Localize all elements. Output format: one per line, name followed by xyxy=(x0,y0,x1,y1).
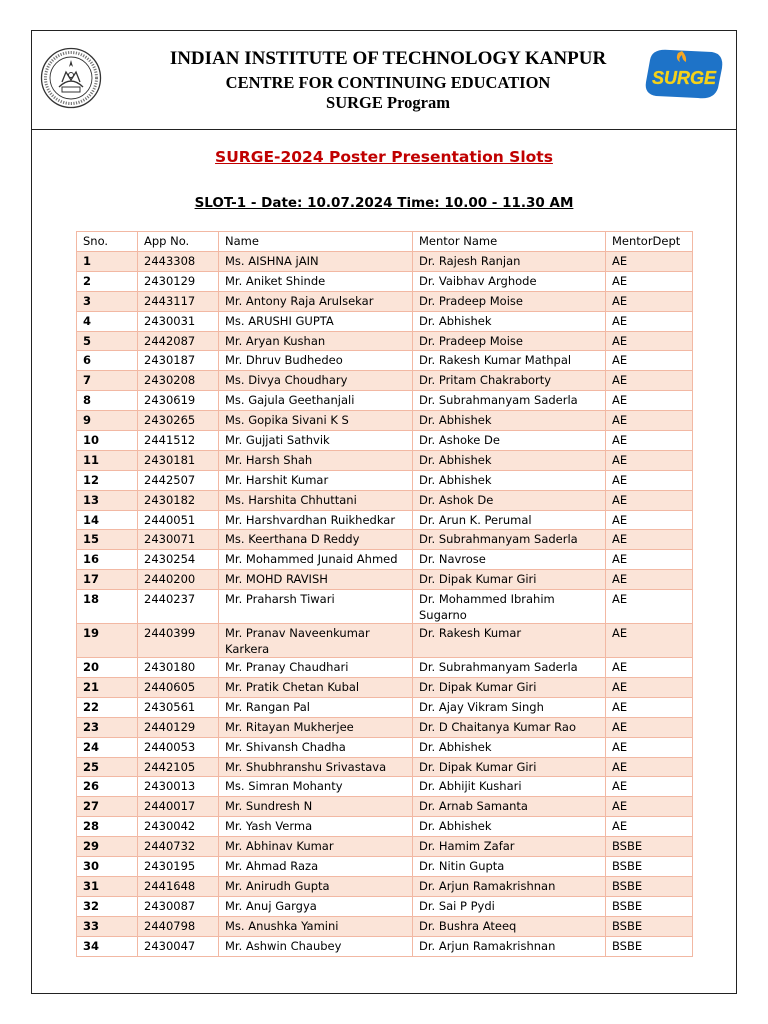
cell-name: Mr. Dhruv Budhedeo xyxy=(219,351,413,371)
cell-mentor-dept: AE xyxy=(606,431,693,451)
table-row xyxy=(77,470,693,490)
cell-sno: 23 xyxy=(77,717,138,737)
column-header-sno: Sno. xyxy=(77,232,138,252)
table-row xyxy=(77,510,693,530)
cell-mentor-dept: AE xyxy=(606,797,693,817)
cell-mentor-dept: AE xyxy=(606,777,693,797)
cell-sno: 3 xyxy=(77,291,138,311)
cell-mentor-name: Dr. Rajesh Ranjan xyxy=(413,252,606,272)
cell-sno: 5 xyxy=(77,331,138,351)
table-row xyxy=(77,857,693,877)
cell-mentor-name: Dr. Arun K. Perumal xyxy=(413,510,606,530)
slot-info-text: SLOT-1 - Date: 10.07.2024 Time: 10.00 - 11.30 AM xyxy=(194,195,574,211)
cell-sno: 9 xyxy=(77,411,138,431)
cell-sno: 22 xyxy=(77,697,138,717)
table-row xyxy=(77,590,693,624)
table-row xyxy=(77,697,693,717)
table-row xyxy=(77,757,693,777)
cell-mentor-dept: AE xyxy=(606,658,693,678)
cell-mentor-dept: AE xyxy=(606,510,693,530)
cell-mentor-dept: AE xyxy=(606,252,693,272)
cell-mentor-dept: AE xyxy=(606,817,693,837)
cell-mentor-dept: AE xyxy=(606,490,693,510)
cell-app-no: 2430254 xyxy=(138,550,219,570)
cell-mentor-name: Dr. Abhishek xyxy=(413,311,606,331)
cell-name: Mr. Shivansh Chadha xyxy=(219,737,413,757)
cell-sno: 13 xyxy=(77,490,138,510)
cell-name: Mr. Mohammed Junaid Ahmed xyxy=(219,550,413,570)
cell-mentor-name: Dr. Rakesh Kumar Mathpal xyxy=(413,351,606,371)
table-row xyxy=(77,837,693,857)
cell-mentor-name: Dr. Vaibhav Arghode xyxy=(413,271,606,291)
cell-sno: 14 xyxy=(77,510,138,530)
table-body xyxy=(77,252,693,957)
centre-name: CENTRE FOR CONTINUING EDUCATION xyxy=(225,73,551,92)
cell-app-no: 2430208 xyxy=(138,371,219,391)
cell-sno: 30 xyxy=(77,857,138,877)
cell-mentor-name: Dr. Ajay Vikram Singh xyxy=(413,697,606,717)
cell-mentor-name: Dr. Arjun Ramakrishnan xyxy=(413,876,606,896)
cell-sno: 26 xyxy=(77,777,138,797)
cell-name: Ms. Gopika Sivani K S xyxy=(219,411,413,431)
table-row xyxy=(77,658,693,678)
cell-mentor-name: Dr. Abhishek xyxy=(413,450,606,470)
cell-app-no: 2430071 xyxy=(138,530,219,550)
cell-name: Mr. Ashwin Chaubey xyxy=(219,936,413,956)
cell-app-no: 2443308 xyxy=(138,252,219,272)
cell-name: Ms. ARUSHI GUPTA xyxy=(219,311,413,331)
cell-mentor-dept: AE xyxy=(606,737,693,757)
cell-name: Mr. Pranav Naveenkumar Karkera xyxy=(219,624,413,658)
cell-app-no: 2430087 xyxy=(138,896,219,916)
cell-sno: 31 xyxy=(77,876,138,896)
cell-app-no: 2440732 xyxy=(138,837,219,857)
table-row xyxy=(77,271,693,291)
cell-mentor-dept: AE xyxy=(606,470,693,490)
cell-sno: 12 xyxy=(77,470,138,490)
cell-name: Mr. Pratik Chetan Kubal xyxy=(219,678,413,698)
cell-mentor-dept: BSBE xyxy=(606,916,693,936)
cell-app-no: 2430180 xyxy=(138,658,219,678)
table-row xyxy=(77,291,693,311)
cell-name: Mr. Aniket Shinde xyxy=(219,271,413,291)
cell-app-no: 2442507 xyxy=(138,470,219,490)
table-row xyxy=(77,550,693,570)
cell-mentor-dept: AE xyxy=(606,550,693,570)
cell-mentor-dept: BSBE xyxy=(606,837,693,857)
cell-mentor-dept: AE xyxy=(606,371,693,391)
table-row xyxy=(77,936,693,956)
cell-sno: 19 xyxy=(77,624,138,658)
cell-name: Mr. Antony Raja Arulsekar xyxy=(219,291,413,311)
cell-mentor-name: Dr. Bushra Ateeq xyxy=(413,916,606,936)
column-header-name: Name xyxy=(219,232,413,252)
table-row xyxy=(77,371,693,391)
cell-name: Mr. Yash Verma xyxy=(219,817,413,837)
cell-name: Mr. Sundresh N xyxy=(219,797,413,817)
cell-sno: 27 xyxy=(77,797,138,817)
cell-app-no: 2430265 xyxy=(138,411,219,431)
table-row xyxy=(77,411,693,431)
cell-name: Mr. Praharsh Tiwari xyxy=(219,590,413,624)
cell-mentor-dept: AE xyxy=(606,271,693,291)
cell-mentor-name: Dr. Pradeep Moise xyxy=(413,331,606,351)
cell-mentor-dept: AE xyxy=(606,570,693,590)
cell-name: Ms. Harshita Chhuttani xyxy=(219,490,413,510)
table-row xyxy=(77,351,693,371)
cell-mentor-dept: AE xyxy=(606,311,693,331)
cell-mentor-dept: BSBE xyxy=(606,896,693,916)
cell-sno: 18 xyxy=(77,590,138,624)
cell-sno: 4 xyxy=(77,311,138,331)
table-header-row xyxy=(77,232,693,252)
cell-app-no: 2440053 xyxy=(138,737,219,757)
cell-app-no: 2442087 xyxy=(138,331,219,351)
table-row xyxy=(77,876,693,896)
table-row xyxy=(77,252,693,272)
cell-mentor-name: Dr. Abhishek xyxy=(413,737,606,757)
table-row xyxy=(77,570,693,590)
cell-name: Ms. Anushka Yamini xyxy=(219,916,413,936)
cell-app-no: 2440399 xyxy=(138,624,219,658)
table-row xyxy=(77,678,693,698)
document-title-text: SURGE-2024 Poster Presentation Slots xyxy=(215,148,553,166)
cell-app-no: 2442105 xyxy=(138,757,219,777)
cell-mentor-dept: AE xyxy=(606,757,693,777)
cell-mentor-dept: AE xyxy=(606,590,693,624)
cell-mentor-dept: AE xyxy=(606,697,693,717)
cell-sno: 2 xyxy=(77,271,138,291)
cell-sno: 21 xyxy=(77,678,138,698)
cell-mentor-dept: AE xyxy=(606,450,693,470)
table-row xyxy=(77,717,693,737)
cell-mentor-name: Dr. Mohammed Ibrahim Sugarno xyxy=(413,590,606,624)
column-header-app-no: App No. xyxy=(138,232,219,252)
cell-mentor-dept: AE xyxy=(606,678,693,698)
cell-name: Mr. Harsh Shah xyxy=(219,450,413,470)
cell-name: Mr. MOHD RAVISH xyxy=(219,570,413,590)
cell-app-no: 2440051 xyxy=(138,510,219,530)
cell-name: Ms. Gajula Geethanjali xyxy=(219,391,413,411)
cell-sno: 20 xyxy=(77,658,138,678)
cell-sno: 32 xyxy=(77,896,138,916)
cell-mentor-name: Dr. Pradeep Moise xyxy=(413,291,606,311)
cell-sno: 6 xyxy=(77,351,138,371)
cell-app-no: 2440200 xyxy=(138,570,219,590)
cell-app-no: 2440237 xyxy=(138,590,219,624)
cell-name: Mr. Harshit Kumar xyxy=(219,470,413,490)
table-row xyxy=(77,450,693,470)
cell-mentor-dept: AE xyxy=(606,391,693,411)
cell-app-no: 2430187 xyxy=(138,351,219,371)
cell-name: Mr. Abhinav Kumar xyxy=(219,837,413,857)
column-header-mentor-name: Mentor Name xyxy=(413,232,606,252)
cell-mentor-name: Dr. Rakesh Kumar xyxy=(413,624,606,658)
cell-mentor-name: Dr. Subrahmanyam Saderla xyxy=(413,391,606,411)
cell-app-no: 2430181 xyxy=(138,450,219,470)
cell-name: Mr. Ahmad Raza xyxy=(219,857,413,877)
cell-mentor-dept: BSBE xyxy=(606,876,693,896)
cell-mentor-name: Dr. Arnab Samanta xyxy=(413,797,606,817)
cell-mentor-name: Dr. Pritam Chakraborty xyxy=(413,371,606,391)
cell-sno: 28 xyxy=(77,817,138,837)
cell-mentor-name: Dr. Dipak Kumar Giri xyxy=(413,570,606,590)
cell-name: Mr. Anuj Gargya xyxy=(219,896,413,916)
cell-name: Mr. Gujjati Sathvik xyxy=(219,431,413,451)
cell-mentor-dept: AE xyxy=(606,351,693,371)
cell-app-no: 2430042 xyxy=(138,817,219,837)
cell-app-no: 2440017 xyxy=(138,797,219,817)
institute-name: INDIAN INSTITUTE OF TECHNOLOGY KANPUR xyxy=(169,48,607,69)
cell-sno: 1 xyxy=(77,252,138,272)
cell-app-no: 2430182 xyxy=(138,490,219,510)
table-row xyxy=(77,797,693,817)
cell-app-no: 2443117 xyxy=(138,291,219,311)
cell-mentor-name: Dr. D Chaitanya Kumar Rao xyxy=(413,717,606,737)
cell-name: Mr. Pranay Chaudhari xyxy=(219,658,413,678)
cell-mentor-name: Dr. Sai P Pydi xyxy=(413,896,606,916)
cell-sno: 17 xyxy=(77,570,138,590)
cell-mentor-name: Dr. Ashok De xyxy=(413,490,606,510)
cell-name: Mr. Aryan Kushan xyxy=(219,331,413,351)
document-title xyxy=(0,148,768,166)
cell-mentor-dept: AE xyxy=(606,530,693,550)
cell-mentor-name: Dr. Dipak Kumar Giri xyxy=(413,757,606,777)
cell-sno: 29 xyxy=(77,837,138,857)
cell-mentor-dept: AE xyxy=(606,624,693,658)
table-row xyxy=(77,311,693,331)
cell-app-no: 2441648 xyxy=(138,876,219,896)
cell-name: Mr. Ritayan Mukherjee xyxy=(219,717,413,737)
cell-mentor-dept: BSBE xyxy=(606,857,693,877)
cell-mentor-name: Dr. Subrahmanyam Saderla xyxy=(413,530,606,550)
cell-name: Mr. Shubhranshu Srivastava xyxy=(219,757,413,777)
table-row xyxy=(77,490,693,510)
cell-mentor-name: Dr. Subrahmanyam Saderla xyxy=(413,658,606,678)
cell-app-no: 2430129 xyxy=(138,271,219,291)
cell-sno: 15 xyxy=(77,530,138,550)
cell-mentor-dept: AE xyxy=(606,717,693,737)
cell-app-no: 2430031 xyxy=(138,311,219,331)
cell-sno: 11 xyxy=(77,450,138,470)
cell-mentor-name: Dr. Nitin Gupta xyxy=(413,857,606,877)
cell-name: Mr. Harshvardhan Ruikhedkar xyxy=(219,510,413,530)
cell-mentor-dept: AE xyxy=(606,411,693,431)
cell-mentor-name: Dr. Abhijit Kushari xyxy=(413,777,606,797)
table-row xyxy=(77,777,693,797)
participant-table xyxy=(76,231,693,957)
cell-sno: 34 xyxy=(77,936,138,956)
cell-mentor-name: Dr. Abhishek xyxy=(413,470,606,490)
cell-sno: 8 xyxy=(77,391,138,411)
cell-app-no: 2430013 xyxy=(138,777,219,797)
cell-app-no: 2441512 xyxy=(138,431,219,451)
cell-app-no: 2430561 xyxy=(138,697,219,717)
cell-mentor-name: Dr. Dipak Kumar Giri xyxy=(413,678,606,698)
header-divider xyxy=(31,129,737,130)
cell-name: Ms. Simran Mohanty xyxy=(219,777,413,797)
cell-app-no: 2440798 xyxy=(138,916,219,936)
cell-name: Mr. Rangan Pal xyxy=(219,697,413,717)
cell-sno: 24 xyxy=(77,737,138,757)
slot-info xyxy=(0,195,768,211)
cell-sno: 16 xyxy=(77,550,138,570)
table-row xyxy=(77,896,693,916)
cell-app-no: 2440129 xyxy=(138,717,219,737)
cell-mentor-name: Dr. Abhishek xyxy=(413,817,606,837)
cell-sno: 10 xyxy=(77,431,138,451)
iit-kanpur-seal-icon xyxy=(40,47,102,109)
table-row xyxy=(77,391,693,411)
cell-name: Ms. AISHNA jAIN xyxy=(219,252,413,272)
cell-name: Mr. Anirudh Gupta xyxy=(219,876,413,896)
column-header-mentor-dept: MentorDept xyxy=(606,232,693,252)
cell-mentor-name: Dr. Hamim Zafar xyxy=(413,837,606,857)
cell-app-no: 2430047 xyxy=(138,936,219,956)
cell-mentor-dept: AE xyxy=(606,331,693,351)
cell-app-no: 2440605 xyxy=(138,678,219,698)
program-name: SURGE Program xyxy=(326,93,450,112)
cell-mentor-name: Dr. Arjun Ramakrishnan xyxy=(413,936,606,956)
table-row xyxy=(77,737,693,757)
cell-app-no: 2430619 xyxy=(138,391,219,411)
cell-mentor-name: Dr. Abhishek xyxy=(413,411,606,431)
cell-sno: 33 xyxy=(77,916,138,936)
cell-mentor-name: Dr. Navrose xyxy=(413,550,606,570)
cell-name: Ms. Keerthana D Reddy xyxy=(219,530,413,550)
table-row xyxy=(77,331,693,351)
cell-sno: 7 xyxy=(77,371,138,391)
table-row xyxy=(77,530,693,550)
cell-app-no: 2430195 xyxy=(138,857,219,877)
table-row xyxy=(77,817,693,837)
table-row xyxy=(77,431,693,451)
cell-mentor-dept: BSBE xyxy=(606,936,693,956)
cell-sno: 25 xyxy=(77,757,138,777)
logo-text: SURGE xyxy=(651,68,717,88)
table-row xyxy=(77,916,693,936)
cell-name: Ms. Divya Choudhary xyxy=(219,371,413,391)
table-row xyxy=(77,624,693,658)
cell-mentor-name: Dr. Ashoke De xyxy=(413,431,606,451)
cell-mentor-dept: AE xyxy=(606,291,693,311)
